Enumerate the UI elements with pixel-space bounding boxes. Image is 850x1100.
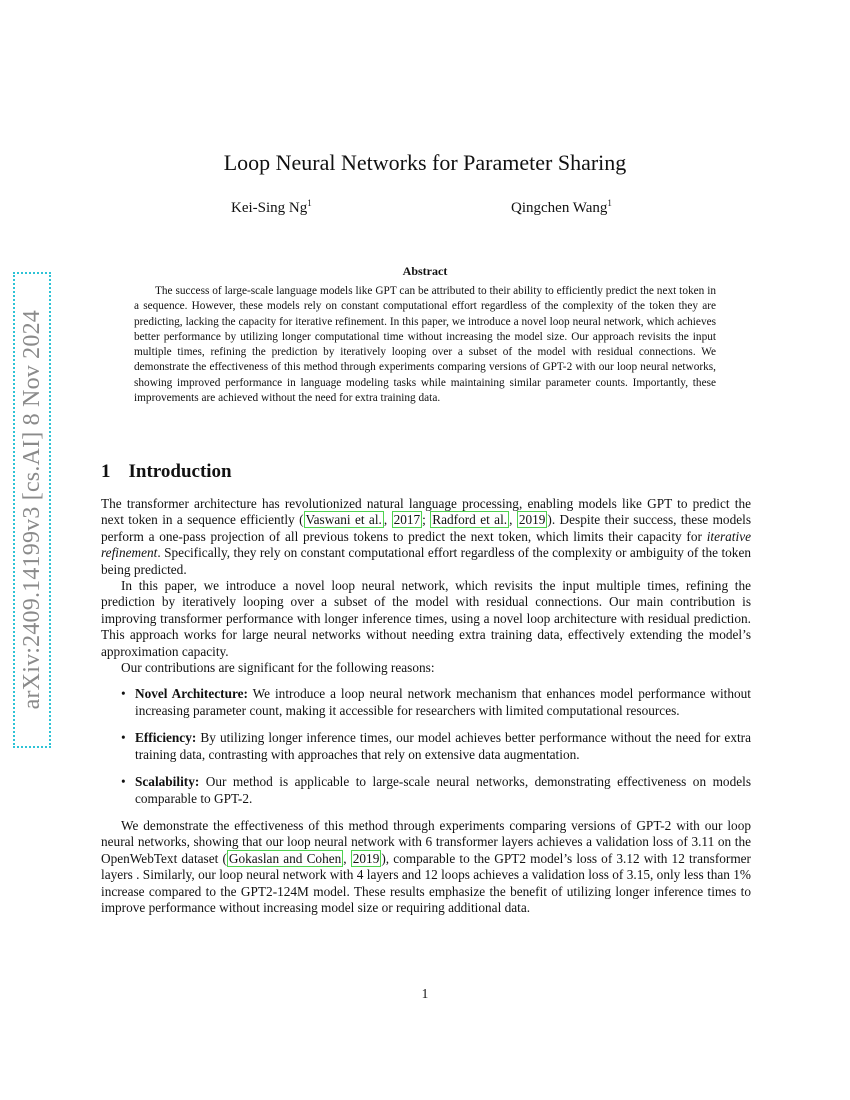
intro-paragraph-4 [101,818,751,916]
citation-year: 2019 [518,512,546,528]
intro-paragraph-2: In this paper, we introduce a novel loop neural network, which revisits the input multiple times, refining the prediction by iteratively looping over a subset of the model with residual connections. Our main contribution is improving transformer performance with longer inference times, using a novel loop architecture with residual prediction. This approach works for large neural networks without needing extra training data, effectively extending the model’s approximation capacity. [101,578,751,659]
author-2-name: Qingchen Wang [511,200,608,216]
abstract-heading: Abstract [402,264,448,278]
citation-year: 2017 [393,512,421,528]
citation-author: Vaswani et al. [305,512,382,528]
bullet-icon: • [121,774,126,790]
citation-gokaslan-2019[interactable] [227,850,343,867]
list-item [101,686,751,719]
abstract-text: The success of large-scale language models like GPT can be attributed to their ability to efficiently predict the next token in a sequence. However, these models rely on constant computational effort regardless of the complexity of the token they are predicting, lacking the capacity for iterative refinement. In this paper, we introduce a novel loop neural network, which achieves better performance by utilizing longer computational time without increasing the model size. Our approach revisits the input multiple times, refining the prediction by iteratively looping over a subset of the model with residual connections. We demonstrate the effectiveness of this method through experiments comparing versions of GPT-2 with our loop neural networks, showing improved performance in language modeling tasks while maintaining similar parameter counts. Importantly, these improvements are achieved without the need for extra training data. [134,285,716,405]
author-1-name: Kei-Sing Ng [231,200,308,216]
list-item-heading: Novel Architecture: [135,686,248,702]
citation-author: Gokaslan and Cohen [228,850,342,866]
paper-title: Loop Neural Networks for Parameter Sharing [223,150,627,175]
section-heading-introduction [101,461,232,483]
arxiv-id-text: arXiv:2409.14199v3 [cs.AI] 8 Nov 2024 [18,310,45,710]
citation-year: 2019 [352,850,380,866]
introduction-body [101,496,751,916]
list-item-heading: Scalability: [135,774,200,790]
arxiv-identifier-stamp [13,272,51,748]
author-1 [231,198,312,217]
list-item [101,730,751,763]
intro-paragraph-1 [101,496,751,578]
section-number: 1 [101,461,111,482]
text-run: We demonstrate the effectiveness of this method through experiments comparing versions of GPT-2 with our loop neural networks, showing that our loop neural network with 6 transformer layers achieves a validation loss of 3.11 on the OpenWebText dataset ( [101,817,751,866]
bullet-icon: • [121,730,126,746]
citation-vaswani-year[interactable] [392,511,423,528]
intro-paragraph-3: Our contributions are significant for the following reasons: [121,660,435,676]
author-2 [511,198,612,217]
text-run: , [509,512,517,528]
text-run: . Specifically, they rely on constant computational effort regardless of the complexity or ambiguity of the token being predicted. [101,545,751,577]
text-run: , [383,512,392,528]
citation-vaswani-2017[interactable] [304,511,384,528]
author-1-affiliation: 1 [307,198,312,208]
text-run: ; [422,512,431,528]
list-item [101,774,751,807]
citation-gokaslan-year[interactable] [351,850,382,867]
author-2-affiliation: 1 [607,198,612,208]
text-run: ). Despite their success, these models perform a one-pass projection of all previous tokens to predict the next token, which limits their capacity for [101,512,751,544]
list-item-text: By utilizing longer inference times, our model achieves better performance without the need for extra training data, contrasting with approaches that rely on extensive data augmentation. [135,730,751,762]
emphasis-text: iterative refinement [101,528,751,561]
page-number: 1 [421,986,429,1001]
section-title: Introduction [128,461,232,482]
list-item-text: We introduce a loop neural network mechanism that enhances model performance without increasing parameter count, making it accessible for researchers with limited computational resources. [135,686,751,718]
text-run: The transformer architecture has revolutionized natural language processing, enabling models like GPT to predict the next token in a sequence efficiently ( [101,496,751,528]
citation-radford-2019[interactable] [430,511,509,528]
text-run: ), comparable to the GPT2 model’s loss of 3.12 with 12 transformer layers . Similarly, our loop neural network with 4 layers and 12 loops achieves a validation loss of 3.15, only less than 1% increase compared to the GPT2-124M model. These results emphasize the benefit of utilizing longer inference times to improve performance without increasing model size or requiring additional data. [101,850,751,915]
contributions-list [101,686,751,806]
list-item-heading: Efficiency: [135,730,197,746]
bullet-icon: • [121,686,126,702]
list-item-text: Our method is applicable to large-scale neural networks, demonstrating effectiveness on models comparable to GPT-2. [135,774,751,806]
citation-radford-year[interactable] [517,511,548,528]
text-run: , [343,850,351,866]
citation-author: Radford et al. [432,512,508,528]
